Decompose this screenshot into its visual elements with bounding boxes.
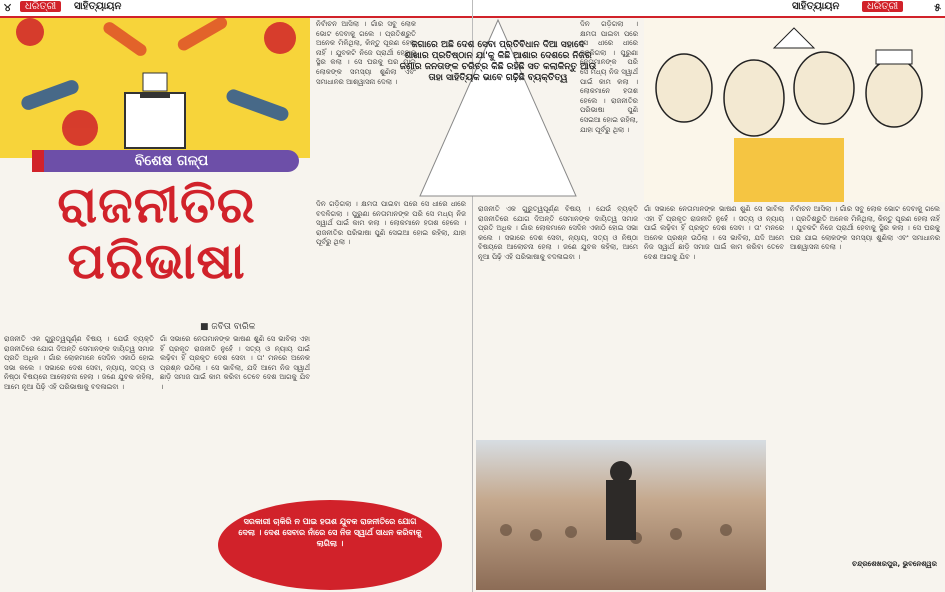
right-tag: ଧରିତ୍ରୀ: [862, 1, 903, 12]
pull-quote: [218, 500, 442, 590]
story-column-8: ଦିନ ଗଡ଼ିଗଲା । କ୍ଷମତା ପାଇବା ପରେ ସେ ଧୀରେ ଧୀରେ ବଦଳିଗଲା । ପୁରୁଣା ନେତାମାନଙ୍କ ପରି ସେ ମଧ୍ୟ ନିଜ ସ୍ୱାର୍ଥ ପାଇଁ କାମ କଲା । ଲୋକମାନେ ହତାଶ ହେଲେ । ରାଜନୀତିର ପରିଭାଷା ପୁଣି ସେଇଆ ହୋଇ ରହିଲା, ଯାହା ପୂର୍ବରୁ ଥିଲା ।: [580, 20, 638, 134]
left-tag: ଧରିତ୍ରୀ: [20, 1, 61, 12]
crowd-icon: [476, 440, 766, 590]
story-kicker: ବିଶେଷ ଗଳ୍ପ: [44, 150, 299, 172]
right-page-number: ୫: [934, 1, 941, 14]
left-page-number: ୪: [4, 1, 12, 14]
headline-line-1: ରାଜନୀତିର: [57, 175, 256, 234]
ballot-box-icon: [0, 18, 310, 158]
story-column-1: ରାଜନୀତି ଏକ ଗୁରୁତ୍ୱପୂର୍ଣ୍ଣ ବିଷୟ । ଯେଉଁ ବ୍ୟକ୍ତି ରାଜନୀତିରେ ଯୋଗ ଦିଅନ୍ତି ସେମାନଙ୍କ ଦାୟିତ୍ୱ ସମାଜ ପ୍ରତି ଅଧିକ । ଗାଁର ଲୋକମାନେ ସେଦିନ ଏକାଠି ହୋଇ ସଭା କଲେ । ସଭାରେ ଦେଶ ସେବା, ନ୍ୟାୟ, ସତ୍ୟ ଓ ନିଷ୍ଠା ବିଷୟରେ ଆଲୋଚନା ହେଲା । ଜଣେ ଯୁବକ କହିଲା, ଆମେ ନୂଆ ପିଢ଼ି ଏହି ପରିଭାଷାକୁ ବଦଳାଇବା ।: [4, 335, 154, 391]
story-column-6: ଗାଁ ସଭାରେ ନେତାମାନଙ୍କ ଭାଷଣ ଶୁଣି ସେ ଭାବିଲା ଏହା ହିଁ ପ୍ରକୃତ ରାଜନୀତି ନୁହେଁ । ସତ୍ୟ ଓ ନ୍ୟାୟ ପାଇଁ ଲଢ଼ିବା ହିଁ ପ୍ରକୃତ ଦେଶ ସେବା । ତା' ମନରେ ଅନେକ ପ୍ରଶ୍ନ ଉଠିଲା । ସେ ଭାବିଲା, ଯଦି ଆମେ ନିଜ ସ୍ୱାର୍ଥ ଛାଡ଼ି ସମାଜ ପାଇଁ କାମ କରିବା ତେବେ ଦେଶ ଆଗକୁ ଯିବ ।: [644, 205, 784, 261]
story-column-3: ନିର୍ବାଚନ ଆସିଲା । ଗାଁର ସବୁ ଲୋକ ଭୋଟ ଦେବାକୁ ଗଲେ । ପ୍ରତିଶ୍ରୁତି ଅନେକ ମିଳିଥିଲା, କିନ୍ତୁ ପୂରଣ ହେଲା ନାହିଁ । ଯୁବକଟି ନିଜେ ପ୍ରାର୍ଥୀ ହେବାକୁ ସ୍ଥିର କଲା । ସେ ଘରକୁ ଘର ଯାଇ ଲୋକଙ୍କ ସମସ୍ୟା ଶୁଣିଲା ଏବଂ ସମାଧାନର ଆଶ୍ୱାସନା ଦେଲା ।: [316, 20, 416, 86]
story-column-5: ରାଜନୀତି ଏକ ଗୁରୁତ୍ୱପୂର୍ଣ୍ଣ ବିଷୟ । ଯେଉଁ ବ୍ୟକ୍ତି ରାଜନୀତିରେ ଯୋଗ ଦିଅନ୍ତି ସେମାନଙ୍କ ଦାୟିତ୍ୱ ସମାଜ ପ୍ରତି ଅଧିକ । ଗାଁର ଲୋକମାନେ ସେଦିନ ଏକାଠି ହୋଇ ସଭା କଲେ । ସଭାରେ ଦେଶ ସେବା, ନ୍ୟାୟ, ସତ୍ୟ ଓ ନିଷ୍ଠା ବିଷୟରେ ଆଲୋଚନା ହେଲା । ଜଣେ ଯୁବକ କହିଲା, ଆମେ ନୂଆ ପିଢ଼ି ଏହି ପରିଭାଷାକୁ ବଦଳାଇବା ।: [478, 205, 638, 261]
story-column-2: ଗାଁ ସଭାରେ ନେତାମାନଙ୍କ ଭାଷଣ ଶୁଣି ସେ ଭାବିଲା ଏହା ହିଁ ପ୍ରକୃତ ରାଜନୀତି ନୁହେଁ । ସତ୍ୟ ଓ ନ୍ୟାୟ ପାଇଁ ଲଢ଼ିବା ହିଁ ପ୍ରକୃତ ଦେଶ ସେବା । ତା' ମନରେ ଅନେକ ପ୍ରଶ୍ନ ଉଠିଲା । ସେ ଭାବିଲା, ଯଦି ଆମେ ନିଜ ସ୍ୱାର୍ଥ ଛାଡ଼ି ସମାଜ ପାଇଁ କାମ କରିବା ତେବେ ଦେଶ ଆଗକୁ ଯିବ ।: [160, 335, 310, 391]
headline-line-2: ପରିଭାଷା: [67, 231, 246, 290]
crowd-photo: [476, 440, 766, 590]
story-column-7: ନିର୍ବାଚନ ଆସିଲା । ଗାଁର ସବୁ ଲୋକ ଭୋଟ ଦେବାକୁ ଗଲେ । ପ୍ରତିଶ୍ରୁତି ଅନେକ ମିଳିଥିଲା, କିନ୍ତୁ ପୂରଣ ହେଲା ନାହିଁ । ଯୁବକଟି ନିଜେ ପ୍ରାର୍ଥୀ ହେବାକୁ ସ୍ଥିର କଲା । ସେ ଘରକୁ ଘର ଯାଇ ଲୋକଙ୍କ ସମସ୍ୟା ଶୁଣିଲା ଏବଂ ସମାଧାନର ଆଶ୍ୱାସନା ଦେଲା ।: [790, 205, 940, 252]
story-column-4: ଦିନ ଗଡ଼ିଗଲା । କ୍ଷମତା ପାଇବା ପରେ ସେ ଧୀରେ ଧୀରେ ବଦଳିଗଲା । ପୁରୁଣା ନେତାମାନଙ୍କ ପରି ସେ ମଧ୍ୟ ନିଜ ସ୍ୱାର୍ଥ ପାଇଁ କାମ କଲା । ଲୋକମାନେ ହତାଶ ହେଲେ । ରାଜନୀତିର ପରିଭାଷା ପୁଣି ସେଇଆ ହୋଇ ରହିଲା, ଯାହା ପୂର୍ବରୁ ଥିଲା ।: [316, 200, 466, 247]
politicians-icon: [644, 18, 944, 202]
left-section: ସାହିତ୍ୟାୟନ: [74, 1, 122, 12]
author-credit: ଚନ୍ଦ୍ରଶେଖରପୁର, ଭୁବନେଶ୍ୱର: [852, 560, 937, 568]
triangle-poem: ଜଗାରେ ଅଛି ଦେଶ ସେବା ପ୍ରତିବିଧାନ ଦିଆ ସହାଦେ ଶାଖାର ପ୍ରତିଷ୍ଠାନ ଯା'କୁ କିଛି ଆଶାର ଦେଶରେ ନିଜର ଜଣାର ଜନତାଙ୍କ ଚରିତ୍ର କିଛି ରହିଛି ସତ କଲାକିନ୍ତୁ ଆଉ ତାହା ସାହିତ୍ୟିକ ଭାବେ ଗଢ଼ିଛି ବ୍ୟକ୍ତିତ୍ୱ: [399, 40, 597, 83]
pull-quote-text: ସରକାରୀ ଚାକିରି ନ ପାଇ ହତାଶ ଯୁବକ ରାଜନୀତିରେ ଯୋଗ ଦେଲା । ଦେଶ ସେବାର ନାଁରେ ସେ ନିଜ ସ୍ୱାର୍ଥ ସାଧନ କରିବାକୁ ଲାଗିଲା ।: [238, 517, 422, 548]
ballot-illustration: [0, 18, 310, 158]
right-section: ସାହିତ୍ୟାୟନ: [792, 1, 840, 12]
politicians-cartoon: [644, 18, 944, 202]
byline: ■ ଜବିତା ବାରିକ: [200, 322, 256, 332]
